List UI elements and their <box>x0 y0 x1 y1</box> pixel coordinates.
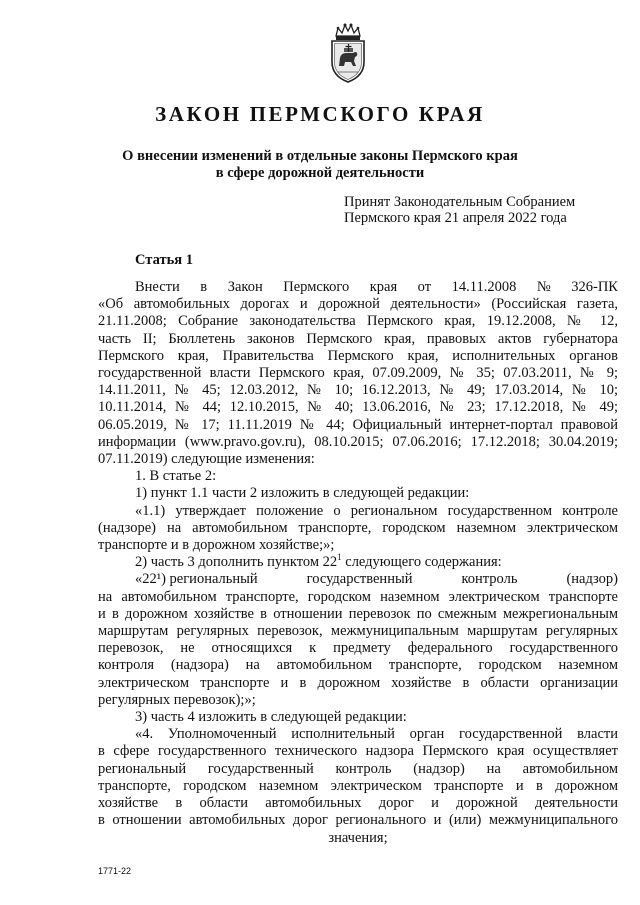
law-title: ЗАКОН ПЕРМСКОГО КРАЯ <box>155 102 485 126</box>
intro-line: государственной власти Пермского края, 07.09.2009, № 35; 07.03.2011, № 9; <box>98 365 618 382</box>
quote-3-line: транспорте, городском наземном электрическом транспорте и в дорожном <box>98 777 618 794</box>
subitem-2-text: 2) часть 3 дополнить пунктом 22 <box>135 554 338 571</box>
law-subtitle <box>60 148 580 182</box>
subitem-2-tail: следующего содержания: <box>341 554 502 571</box>
intro-word: 326-ПК <box>571 279 618 295</box>
quote-3-line: хозяйстве в области автомобильных дорог и дорожной деятельности <box>98 795 618 812</box>
intro-word: № <box>536 279 551 295</box>
adoption-note <box>344 194 634 226</box>
intro-line: часть II; Бюллетень законов Пермского края, правовых актов губернатора <box>98 330 618 347</box>
quote-2-word: (надзор) <box>566 571 618 588</box>
intro-word: Внести <box>135 279 180 295</box>
superscript: 1 <box>337 552 342 563</box>
subtitle-line-1: О внесении изменений в отдельные законы Пермского края <box>122 148 518 164</box>
subtitle-line-2: в сфере дорожной деятельности <box>215 165 425 181</box>
quote-3-line: региональный государственный контроль (надзор) на автомобильном <box>98 760 618 777</box>
quote-2-word: «22¹) региональный <box>135 571 258 588</box>
intro-word: Закон <box>227 279 263 295</box>
quote-3-line: в сфере государственного технического надзора Пермского края осуществляет <box>98 743 618 760</box>
intro-line: 14.11.2011, № 45; 12.03.2012, № 10; 16.12.2013, № 49; 17.03.2014, № 10; <box>98 382 618 399</box>
intro-word: в <box>200 279 208 295</box>
quote-2-last: регулярных перевозок);»; <box>98 691 256 708</box>
quote-1-line: «1.1) утверждает положение о региональном государственном контроле <box>135 502 618 519</box>
quote-1-last: транспорте и в дорожном хозяйстве;»; <box>98 537 335 554</box>
intro-line: Пермского края, Правительства Пермского края, исполнительных органов <box>98 347 618 364</box>
quote-2-line: маршрутам регулярных перевозок, межмуниципальным маршрутам регулярных <box>98 623 618 640</box>
intro-line: 21.11.2008; Собрание законодательства Пермского края, 19.12.2008, № 12, <box>98 313 618 330</box>
quote-2-line: перевозок, не относящихся к предмету федерального государственного <box>98 640 618 657</box>
document-code: 1771-22 <box>98 866 132 876</box>
intro-word: Пермского <box>283 279 350 295</box>
adoption-line-1: Принят Законодательным Собранием <box>344 194 576 210</box>
quote-3-line: в отношении автомобильных дорог регионального и (или) межмуниципального <box>98 812 618 829</box>
quote-3-first: «4. Уполномоченный исполнительный орган государственной власти <box>135 726 618 743</box>
intro-line: «Об автомобильных дорогах и дорожной деятельности» (Российская газета, <box>98 296 618 313</box>
article-body <box>98 279 618 847</box>
adoption-line-2: Пермского края 21 апреля 2022 года <box>344 210 567 226</box>
quote-2-line: на автомобильном транспорте, городском наземном электрическом транспорте <box>98 588 618 605</box>
intro-word: 14.11.2008 <box>451 279 517 295</box>
quote-3-last: значения; <box>328 829 388 846</box>
quote-2-line: контроля (надзора) на автомобильном транспорте, городском наземном <box>98 657 618 674</box>
quote-2-word: государственный <box>306 571 413 588</box>
subitem-2 <box>98 554 618 571</box>
subitem-1: 1) пункт 1.1 части 2 изложить в следующей редакции: <box>135 485 470 502</box>
quote-2-line: электрическом транспорте и в дорожном хозяйстве в области организации <box>98 674 618 691</box>
intro-word: края <box>369 279 398 295</box>
intro-last-line: 07.11.2019) следующие изменения: <box>98 451 315 468</box>
intro-line: 10.11.2014, № 44; 12.10.2015, № 40; 13.06.2016, № 23; 17.12.2018, № 49; <box>98 399 618 416</box>
item-1: 1. В статье 2: <box>135 468 217 485</box>
intro-first-line <box>98 279 618 296</box>
quote-2-line: и в дорожном хозяйстве в отношении перевозок по смежным межрегиональным <box>98 605 618 622</box>
quote-2-word: контроль <box>461 571 518 588</box>
article-heading: Статья 1 <box>135 252 193 268</box>
subitem-3: 3) часть 4 изложить в следующей редакции: <box>135 709 407 726</box>
intro-word: от <box>417 279 432 295</box>
quote-2-first-line <box>98 571 618 588</box>
intro-line: информации (www.pravo.gov.ru), 08.10.2015; 07.06.2016; 17.12.2018; 30.04.2019; <box>98 433 618 450</box>
perm-krai-coat-of-arms-icon <box>326 22 370 84</box>
intro-line: 06.05.2019, № 17; 11.11.2019 № 44; Официальный интернет-портал правовой <box>98 416 618 433</box>
quote-1-line: (надзоре) на автомобильном транспорте, городском наземном электрическом <box>98 519 618 536</box>
